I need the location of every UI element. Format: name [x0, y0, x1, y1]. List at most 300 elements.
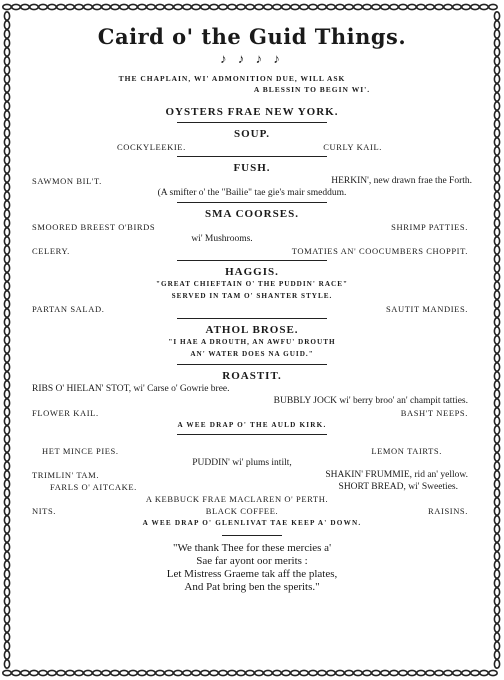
chain-link [102, 670, 110, 675]
chain-link [273, 4, 281, 9]
divider [177, 122, 327, 123]
chain-link [156, 4, 164, 9]
chain-link [494, 390, 499, 398]
chain-link [494, 219, 499, 227]
chain-link [255, 670, 263, 675]
chain-link [494, 156, 499, 164]
chain-link [4, 435, 9, 443]
dessert-row-3 [22, 469, 482, 481]
chain-link [201, 4, 209, 9]
chain-link [48, 670, 56, 675]
chain-link [4, 462, 9, 470]
chain-link [494, 39, 499, 47]
fush-item-right: HERKIN', new drawn frae the Forth. [331, 176, 472, 186]
chain-link [30, 670, 38, 675]
chain-link [494, 102, 499, 110]
chain-link [4, 579, 9, 587]
chain-link [494, 165, 499, 173]
menu-content [22, 18, 482, 594]
chain-link [4, 534, 9, 542]
chain-link [494, 462, 499, 470]
chain-link [4, 444, 9, 452]
chain-link [4, 345, 9, 353]
chain-link [4, 570, 9, 578]
chain-link [494, 597, 499, 605]
chain-link [4, 30, 9, 38]
athol-quote: "I HAE A DROUTH, AN AWFU' DROUTH [168, 338, 336, 346]
chain-link [4, 327, 9, 335]
chain-link [399, 670, 407, 675]
chain-link [4, 291, 9, 299]
chain-link [4, 480, 9, 488]
chain-link [4, 408, 9, 416]
soup-row [22, 141, 482, 153]
chain-link [264, 670, 272, 675]
chain-link [480, 4, 488, 9]
chain-link [494, 498, 499, 506]
chain-link [494, 273, 499, 281]
chain-link [494, 633, 499, 641]
chain-link [494, 561, 499, 569]
chain-link [120, 4, 128, 9]
chain-link [489, 670, 497, 675]
chain-link [84, 670, 92, 675]
chain-link [66, 4, 74, 9]
chain-link [228, 4, 236, 9]
soup-item-right: CURLY KAIL. [323, 142, 382, 152]
dessert-item: NITS. [32, 506, 57, 516]
chain-link [494, 417, 499, 425]
chain-link [3, 670, 11, 675]
chain-link [494, 57, 499, 65]
dessert-row-2 [22, 457, 482, 469]
chain-link [494, 534, 499, 542]
chain-link [93, 4, 101, 9]
chain-link [494, 408, 499, 416]
chain-link [462, 670, 470, 675]
chain-link [4, 66, 9, 74]
haggis-serving: SERVED IN TAM O' SHANTER STYLE. [171, 292, 333, 300]
chain-link [399, 4, 407, 9]
chain-link [494, 129, 499, 137]
chain-link [291, 670, 299, 675]
chain-link [494, 435, 499, 443]
chain-link [4, 543, 9, 551]
chain-link [102, 4, 110, 9]
chain-link [494, 516, 499, 524]
chain-link [66, 670, 74, 675]
haggis-heading: HAGGIS. [225, 266, 279, 278]
chain-link [309, 670, 317, 675]
chain-link [494, 507, 499, 515]
chain-link [494, 642, 499, 650]
closing-line: And Pat bring ben the sperits." [184, 581, 320, 593]
roastit-dram-row [22, 419, 482, 431]
chain-link [494, 426, 499, 434]
chain-link [111, 4, 119, 9]
chain-link [494, 453, 499, 461]
chain-link [4, 660, 9, 668]
chain-link [300, 4, 308, 9]
haggis-item: PARTAN SALAD. [32, 304, 105, 314]
chain-link [453, 4, 461, 9]
divider [177, 434, 327, 435]
chain-link [471, 4, 479, 9]
chain-link [494, 336, 499, 344]
chain-link [494, 75, 499, 83]
chain-link [138, 670, 146, 675]
chain-link [192, 670, 200, 675]
chain-link [494, 255, 499, 263]
chain-link [494, 66, 499, 74]
dessert-item: HET MINCE PIES. [42, 446, 119, 456]
chain-link [4, 75, 9, 83]
chain-link [462, 4, 470, 9]
chain-link [84, 4, 92, 9]
chain-link [4, 210, 9, 218]
chain-link [255, 4, 263, 9]
chain-link [282, 670, 290, 675]
chain-link [494, 183, 499, 191]
roastit-row-3 [22, 407, 482, 419]
haggis-item: SAUTIT MANDIES. [385, 304, 468, 314]
chain-link [4, 489, 9, 497]
chain-link [4, 12, 9, 20]
chain-link [494, 111, 499, 119]
chain-link [4, 426, 9, 434]
closing-line: Sae far ayont oor merits : [196, 555, 308, 567]
chain-link [75, 4, 83, 9]
dessert-item: A KEBBUCK FRAE MACLAREN O' PERTH. [145, 494, 329, 504]
grace-line-2: A BLESSIN TO BEGIN WI'. [253, 85, 371, 94]
roastit-item: BUBBLY JOCK wi' berry broo' an' champit tatties. [273, 396, 468, 406]
fush-item-left: SAWMON BIL'T. [32, 176, 102, 186]
chain-link [408, 670, 416, 675]
chain-link [336, 4, 344, 9]
dessert-item: RAISINS. [428, 506, 468, 516]
ornament: ♪ ♪ ♪ ♪ [220, 51, 284, 66]
divider [177, 260, 327, 261]
chain-link [237, 670, 245, 675]
chain-link [4, 561, 9, 569]
chain-link [4, 597, 9, 605]
chain-link [4, 183, 9, 191]
chain-link [494, 210, 499, 218]
chain-link [494, 174, 499, 182]
chain-link [4, 165, 9, 173]
chain-link [444, 670, 452, 675]
chain-link [57, 4, 65, 9]
chain-link [494, 624, 499, 632]
chain-link [494, 372, 499, 380]
soup-item-left: COCKYLEEKIE. [117, 142, 186, 152]
chain-link [156, 670, 164, 675]
athol-quote: AN' WATER DOES NA GUID." [190, 350, 314, 358]
dessert-item: FARLS O' AITCAKE. [50, 482, 137, 492]
chain-link [264, 4, 272, 9]
athol-quote-1 [22, 337, 482, 349]
closing-line: Let Mistress Graeme tak aff the plates, [166, 568, 338, 580]
chain-link [4, 147, 9, 155]
haggis-row [22, 303, 482, 315]
chain-link [345, 4, 353, 9]
chain-link [57, 670, 65, 675]
fush-row [22, 175, 482, 187]
chain-link [4, 201, 9, 209]
chain-link [147, 670, 155, 675]
chain-link [494, 228, 499, 236]
dessert-row-6 [22, 505, 482, 517]
chain-link [426, 670, 434, 675]
chain-link [246, 4, 254, 9]
sma-row-2 [22, 233, 482, 245]
chain-link [435, 4, 443, 9]
chain-link [494, 192, 499, 200]
closing-line: "We thank Thee for these mercies a' [172, 542, 332, 554]
dessert-row-4 [22, 481, 482, 493]
chain-link [4, 156, 9, 164]
chain-link [494, 120, 499, 128]
chain-link [192, 4, 200, 9]
chain-link [494, 354, 499, 362]
oysters-heading: OYSTERS FRAE NEW YORK. [165, 106, 339, 118]
chain-link [4, 372, 9, 380]
chain-link [4, 264, 9, 272]
chain-link [4, 309, 9, 317]
sma-row-1 [22, 221, 482, 233]
chain-link [494, 138, 499, 146]
chain-link [494, 12, 499, 20]
chain-link [494, 552, 499, 560]
chain-link [3, 4, 11, 9]
chain-link [494, 579, 499, 587]
chain-link [4, 363, 9, 371]
chain-link [4, 516, 9, 524]
closing-verse [22, 542, 482, 594]
chain-link [494, 489, 499, 497]
chain-link [210, 670, 218, 675]
chain-link [372, 4, 380, 9]
divider [177, 318, 327, 319]
chain-link [4, 273, 9, 281]
chain-link [494, 309, 499, 317]
chain-link [494, 615, 499, 623]
chain-link [4, 237, 9, 245]
menu-title: Caird o' the Guid Things. [97, 24, 407, 49]
chain-link [93, 670, 101, 675]
chain-link [129, 4, 137, 9]
chain-link [494, 93, 499, 101]
chain-link [494, 471, 499, 479]
athol-quote-2 [22, 349, 482, 361]
chain-link [480, 670, 488, 675]
chain-link [4, 507, 9, 515]
chain-link [336, 670, 344, 675]
chain-link [4, 417, 9, 425]
sma-row-3 [22, 245, 482, 257]
chain-link [408, 4, 416, 9]
roastit-row-1 [22, 383, 482, 395]
chain-link [4, 381, 9, 389]
chain-link [453, 670, 461, 675]
chain-link [4, 48, 9, 56]
chain-link [4, 93, 9, 101]
dessert-item: TRIMLIN' TAM. [32, 470, 100, 480]
chain-link [4, 390, 9, 398]
chain-link [494, 444, 499, 452]
roastit-item: BASH'T NEEPS. [400, 408, 468, 418]
fush-note-row [22, 187, 482, 199]
chain-link [494, 399, 499, 407]
dessert-row-1 [22, 445, 482, 457]
chain-link [219, 670, 227, 675]
chain-link [327, 670, 335, 675]
chain-link [4, 336, 9, 344]
chain-link [4, 300, 9, 308]
chain-link [494, 237, 499, 245]
chain-link [75, 670, 83, 675]
sma-item: SMOORED BREEST O'BIRDS [32, 222, 156, 232]
chain-link [4, 129, 9, 137]
roastit-item: RIBS O' HIELAN' STOT, wi' Carse o' Gowrie bree. [32, 384, 230, 394]
chain-link [183, 670, 191, 675]
chain-link [494, 318, 499, 326]
haggis-quote: "GREAT CHIEFTAIN O' THE PUDDIN' RACE" [155, 280, 348, 288]
divider [177, 202, 327, 203]
chain-link [4, 282, 9, 290]
chain-link [381, 4, 389, 9]
chain-link [183, 4, 191, 9]
chain-link [494, 246, 499, 254]
sma-item: TOMATIES AN' COOCUMBERS CHOPPIT. [291, 246, 468, 256]
chain-link [4, 651, 9, 659]
sma-item: wi' Mushrooms. [191, 234, 253, 244]
dessert-item: SHAKIN' FRUMMIE, rid an' yellow. [325, 470, 468, 480]
chain-link [12, 4, 20, 9]
chain-link [4, 588, 9, 596]
chain-link [219, 4, 227, 9]
chain-link [318, 670, 326, 675]
chain-link [494, 327, 499, 335]
chain-link [4, 633, 9, 641]
chain-link [354, 670, 362, 675]
chain-link [4, 102, 9, 110]
chain-link [165, 4, 173, 9]
chain-link [210, 4, 218, 9]
chain-link [494, 588, 499, 596]
chain-link [435, 670, 443, 675]
chain-link [4, 606, 9, 614]
chain-link [120, 670, 128, 675]
chain-link [4, 57, 9, 65]
chain-link [494, 291, 499, 299]
chain-link [39, 4, 47, 9]
chain-link [494, 570, 499, 578]
chain-link [494, 345, 499, 353]
grace-line-1: THE CHAPLAIN, WI' ADMONITION DUE, WILL ASK [118, 74, 346, 83]
chain-link [4, 246, 9, 254]
closing-flourish [222, 535, 282, 536]
fush-note: (A smifter o' the "Bailie" tae gie's mair smeddum. [157, 188, 347, 198]
chain-link [4, 120, 9, 128]
chain-link [471, 670, 479, 675]
chain-link [417, 670, 425, 675]
grace-note [22, 73, 482, 95]
chain-link [39, 670, 47, 675]
chain-link [372, 670, 380, 675]
dessert-item: LEMON TAIRTS. [371, 446, 442, 456]
chain-link [21, 4, 29, 9]
chain-link [4, 138, 9, 146]
haggis-quote-1 [22, 279, 482, 291]
chain-link [494, 525, 499, 533]
chain-link [174, 670, 182, 675]
chain-link [494, 363, 499, 371]
chain-link [390, 670, 398, 675]
chain-link [4, 642, 9, 650]
chain-link [4, 192, 9, 200]
chain-link [21, 670, 29, 675]
chain-link [494, 651, 499, 659]
chain-link [494, 21, 499, 29]
chain-link [4, 498, 9, 506]
chain-link [4, 471, 9, 479]
chain-link [30, 4, 38, 9]
chain-link [494, 381, 499, 389]
chain-link [345, 670, 353, 675]
chain-link [4, 615, 9, 623]
dessert-dram-row [22, 517, 482, 529]
chain-link [318, 4, 326, 9]
chain-link [246, 670, 254, 675]
chain-link [282, 4, 290, 9]
chain-link [165, 670, 173, 675]
chain-link [4, 174, 9, 182]
chain-link [273, 670, 281, 675]
chain-link [390, 4, 398, 9]
dessert-dram: A WEE DRAP O' GLENLIVAT TAE KEEP A' DOWN. [142, 519, 362, 527]
chain-link [327, 4, 335, 9]
chain-link [494, 660, 499, 668]
soup-heading: SOUP. [233, 128, 271, 140]
chain-link [494, 264, 499, 272]
chain-link [4, 552, 9, 560]
chain-link [4, 399, 9, 407]
chain-link [426, 4, 434, 9]
chain-link [381, 670, 389, 675]
roastit-dram: A WEE DRAP O' THE AULD KIRK. [177, 421, 327, 429]
chain-link [444, 4, 452, 9]
chain-link [494, 48, 499, 56]
roastit-row-2 [22, 395, 482, 407]
chain-link [4, 228, 9, 236]
chain-link [228, 670, 236, 675]
sma-item: CELERY. [32, 246, 70, 256]
chain-link [12, 670, 20, 675]
chain-link [4, 111, 9, 119]
chain-link [4, 354, 9, 362]
sma-coorses-heading: SMA COORSES. [205, 208, 299, 220]
chain-link [494, 300, 499, 308]
chain-link [494, 282, 499, 290]
chain-link [237, 4, 245, 9]
haggis-quote-2 [22, 291, 482, 303]
athol-brose-heading: ATHOL BROSE. [205, 324, 299, 336]
chain-link [494, 30, 499, 38]
chain-link [494, 201, 499, 209]
chain-link [147, 4, 155, 9]
chain-link [4, 84, 9, 92]
